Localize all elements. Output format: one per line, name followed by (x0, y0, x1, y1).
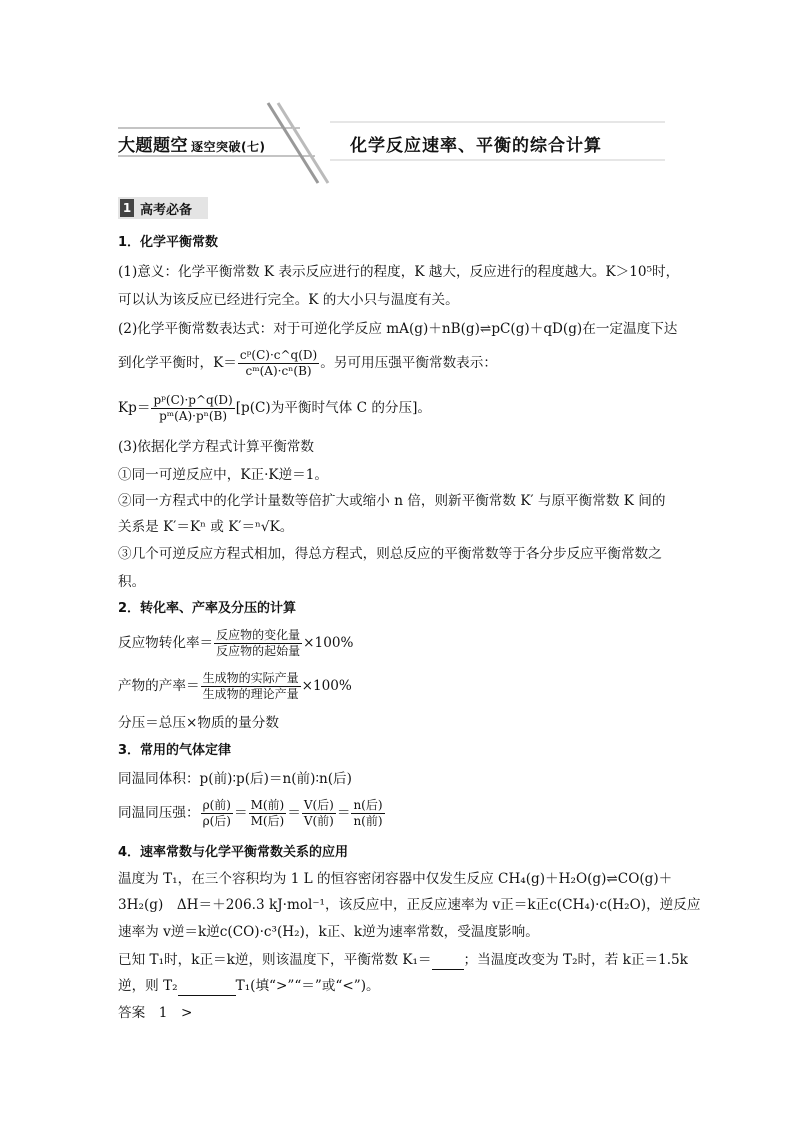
para-1-1a: (1)意义：化学平衡常数 K 表示反应进行的程度，K 越大，反应进行的程度越大。K＞10⁵时， (118, 264, 680, 280)
denominator: V(前) (303, 814, 334, 828)
heading-4: 4．速率常数与化学平衡常数关系的应用 (118, 845, 349, 860)
text: [p(C)为平衡时气体 C 的分压]。 (235, 400, 431, 416)
text: 到化学平衡时，K＝ (118, 355, 237, 371)
denominator: n(前) (353, 814, 383, 828)
series-sub: 逐空突破(七) (191, 140, 266, 154)
item-1: ①同一可逆反应中，K正·K逆＝1。 (118, 467, 328, 483)
equals: ＝ (233, 805, 248, 821)
page-title: 化学反应速率、平衡的综合计算 (350, 136, 602, 156)
answer-blank-k1 (432, 955, 464, 970)
para-4-2: 3H₂(g) ΔH＝＋206.3 kJ·mol⁻¹，该反应中，正反应速率为 v正＝k正c(CH₄)·c(H₂O)，逆反应 (118, 897, 701, 913)
text: 反应物转化率＝ (118, 635, 214, 651)
item-2b: 关系是 K′＝Kⁿ 或 K′＝ⁿ√K。 (118, 519, 294, 535)
section-number: 1 (120, 199, 134, 217)
heading-3: 3．常用的气体定律 (118, 743, 232, 758)
denominator: pᵐ(A)·pⁿ(B) (159, 409, 228, 423)
para-1-2c (118, 393, 678, 424)
text: 已知 T₁时，k正＝k逆，则该温度下，平衡常数 K₁＝ (118, 952, 432, 968)
denominator: cᵐ(A)·cⁿ(B) (245, 364, 312, 378)
denominator: ρ(后) (202, 814, 231, 828)
series-main: 大题题空 (118, 136, 188, 156)
equals: ＝ (336, 805, 351, 821)
para-4-3: 速率为 v逆＝k逆c(CO)·c³(H₂)，k正、k逆为速率常数，受温度影响。 (118, 924, 539, 940)
conversion-fraction (214, 628, 302, 659)
numerator: n(后) (353, 798, 383, 812)
para-1-1b: 可以认为该反应已经进行完全。K 的大小只与温度有关。 (118, 292, 459, 308)
item-3a: ③几个可逆反应方程式相加，得总方程式，则总反应的平衡常数等于各分步反应平衡常数之 (118, 546, 662, 562)
text: ×100% (303, 635, 354, 651)
answer-blank-t2 (178, 981, 236, 996)
heading-1: 1．化学平衡常数 (118, 235, 219, 250)
denominator: M(后) (250, 814, 285, 828)
item-3b: 积。 (118, 574, 146, 590)
para-4-5 (118, 976, 678, 996)
numerator: 生成物的实际产量 (202, 671, 299, 685)
formula-conversion (118, 628, 678, 659)
text: 同温同压强： (118, 805, 200, 821)
text: 逆，则 T₂ (118, 978, 178, 994)
equals: ＝ (287, 805, 301, 821)
yield-fraction (201, 671, 301, 702)
gas-law-1: 同温同体积：p(前)∶p(后)＝n(前)∶n(后) (118, 771, 352, 787)
numerator: M(前) (250, 798, 285, 812)
text: 。另可用压强平衡常数表示： (320, 355, 497, 371)
volume-fraction (302, 798, 336, 829)
kp-fraction (151, 393, 234, 424)
text: Kp＝ (118, 400, 151, 416)
heading-2: 2．转化率、产率及分压的计算 (118, 601, 297, 616)
moles-fraction (351, 798, 384, 829)
section-header (118, 197, 208, 219)
numerator: pᵖ(C)·p^q(D) (153, 393, 233, 407)
denominator: 反应物的起始量 (216, 644, 301, 658)
text: ；当温度改变为 T₂时，若 k正＝1.5k (463, 952, 688, 968)
para-1-2a: (2)化学平衡常数表达式：对于可逆化学反应 mA(g)＋nB(g)⇌pC(g)＋qD(g)在一定温度下达 (118, 321, 678, 337)
item-2a: ②同一方程式中的化学计量数等倍扩大或缩小 n 倍，则新平衡常数 K′ 与原平衡常数 K 间的 (118, 493, 666, 509)
molar-mass-fraction (249, 798, 287, 829)
section-label: 高考必备 (140, 202, 193, 218)
answer-line: 答案 1 > (118, 1005, 193, 1021)
para-1-2b (118, 348, 678, 379)
gas-law-2 (118, 798, 678, 829)
k-fraction (238, 348, 319, 379)
density-fraction (201, 798, 233, 829)
numerator: ρ(前) (202, 798, 231, 812)
para-4-1: 温度为 T₁，在三个容积均为 1 L 的恒容密闭容器中仅发生反应 CH₄(g)＋H₂O(g)⇌CO(g)＋ (118, 871, 673, 887)
denominator: 生成物的理论产量 (202, 687, 299, 701)
text: ×100% (301, 678, 352, 694)
series-label (118, 131, 265, 156)
numerator: 反应物的变化量 (216, 628, 301, 642)
numerator: cᵖ(C)·c^q(D) (239, 348, 318, 362)
text: 产物的产率＝ (118, 678, 200, 694)
para-1-3: (3)依据化学方程式计算平衡常数 (118, 439, 314, 455)
numerator: V(后) (303, 798, 334, 812)
para-4-4 (118, 950, 688, 970)
formula-yield (118, 671, 678, 702)
formula-partial-pressure: 分压＝总压×物质的量分数 (118, 715, 279, 731)
text: T₁(填“>”“＝”或“<”)。 (235, 978, 380, 994)
